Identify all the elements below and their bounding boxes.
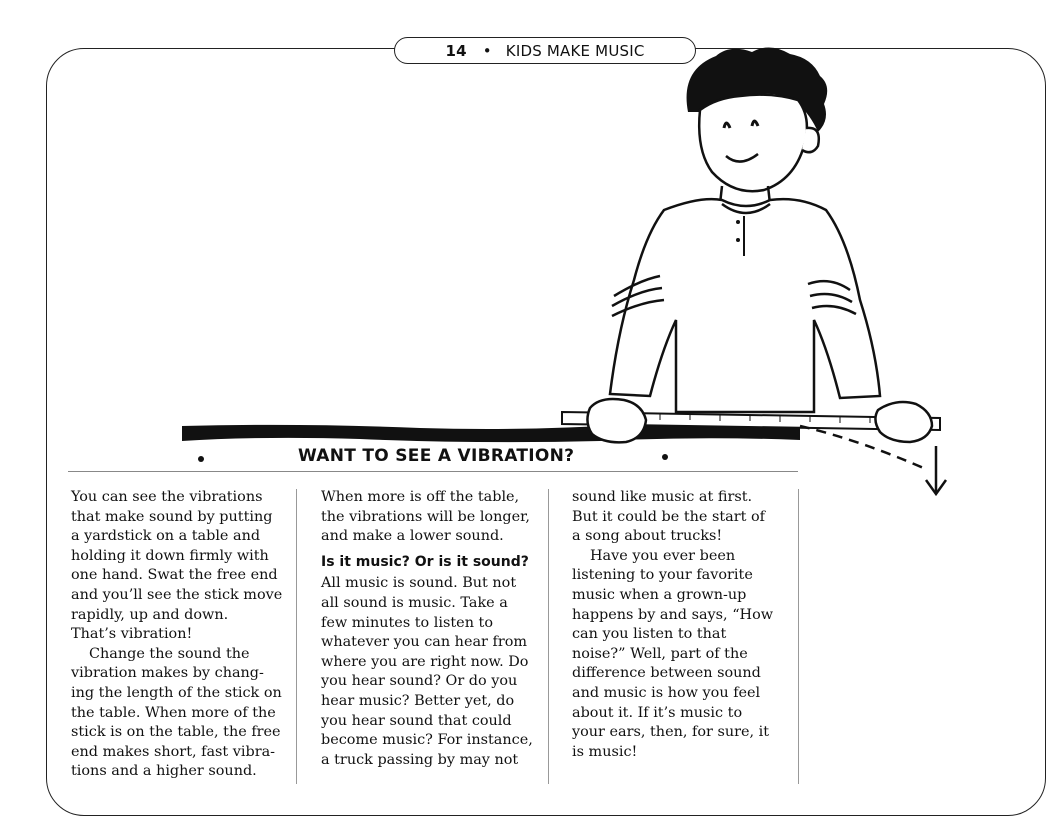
col1-line: That’s vibration! [71,626,193,643]
page-number: 14 [445,41,467,60]
col2-line: All music is sound. But not [321,575,517,592]
column-divider [798,489,799,784]
col1-line: You can see the vibrations [71,489,263,505]
col2-line: all sound is music. Take a [321,594,508,611]
col3-line: But it could be the start of [572,508,765,525]
col1-line: ing the length of the stick on [71,684,282,701]
col2-line: you hear sound? Or do you [321,673,518,690]
col1-line: a yardstick on a table and [71,528,261,545]
col3-line: Have you ever been [590,547,736,564]
col2-line: you hear sound that could [321,712,512,729]
col3-line: listening to your favorite [572,567,753,584]
col3-line: can you listen to that [572,626,727,643]
col3-line: music when a grown-up [572,586,747,603]
col1-line: Change the sound the [89,645,250,662]
col1-line: the table. When more of the [71,704,276,721]
col3-line: happens by and says, “How [572,606,774,623]
col3-line: is music! [572,743,638,760]
col2-line: whatever you can hear from [321,634,528,651]
col3-line: your ears, then, for sure, it [572,724,770,741]
col3-line: a song about trucks! [572,528,723,545]
column-1 [71,488,287,782]
col3-line: and music is how you feel [572,684,761,701]
col2-line: where you are right now. Do [321,653,529,670]
head [699,95,807,192]
col2-line: When more is off the table, [321,489,520,505]
section-title: WANT TO SEE A VIBRATION? [298,446,575,466]
right-hand [875,402,932,442]
header-separator: • [482,41,492,60]
subheading: Is it music? Or is it sound? [321,553,529,570]
column-divider [296,489,297,784]
left-hand [587,399,646,442]
col1-line: and you’ll see the stick move [71,586,283,603]
right-ornament-dot [662,454,668,460]
col1-line: that make sound by putting [71,508,273,525]
col2-line: few minutes to listen to [321,614,493,631]
col3-line: noise?” Well, part of the [572,645,748,662]
column-3 [572,488,788,762]
col3-line: sound like music at first. [572,489,753,505]
col1-line: holding it down firmly with [71,547,269,564]
left-ornament-dot [198,456,204,462]
col2-line: the vibrations will be longer, [321,508,530,525]
col3-line: difference between sound [572,665,761,682]
col1-line: vibration makes by chang- [71,665,264,682]
col2-line: a truck passing by may not [321,751,519,768]
col1-line: stick is on the table, the free [71,724,281,741]
book-title: KIDS MAKE MUSIC [505,41,645,60]
col3-line: about it. If it’s music to [572,704,743,721]
title-rule [68,471,798,472]
column-2 [321,488,537,770]
col2-line: and make a lower sound. [321,528,504,545]
col1-line: one hand. Swat the free end [71,567,278,584]
col1-line: rapidly, up and down. [71,606,229,623]
col2-line: hear music? Better yet, do [321,692,515,709]
col1-line: tions and a higher sound. [71,763,257,780]
col2-line: become music? For instance, [321,732,533,749]
col1-line: end makes short, fast vibra- [71,743,276,760]
column-divider [548,489,549,784]
